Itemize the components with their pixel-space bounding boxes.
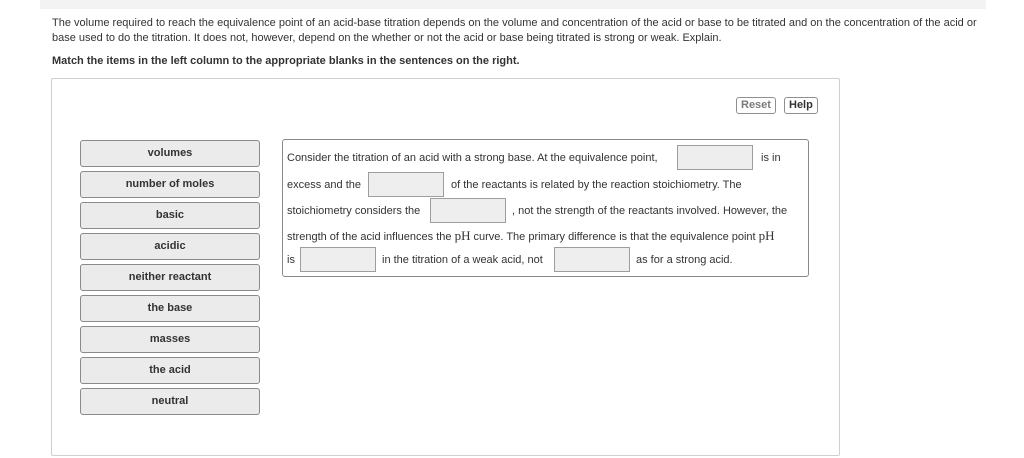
tile-neither-reactant[interactable]: neither reactant xyxy=(80,264,260,291)
sentence-text: stoichiometry considers the xyxy=(287,205,421,217)
tile-masses[interactable]: masses xyxy=(80,326,260,353)
tile-number-of-moles[interactable]: number of moles xyxy=(80,171,260,198)
ph-symbol: pH xyxy=(758,228,775,243)
sentence-text: of the reactants is related by the reaction stoichiometry. The xyxy=(451,179,742,191)
drop-blank-1[interactable] xyxy=(677,145,753,170)
tile-the-base[interactable]: the base xyxy=(80,295,260,322)
ph-symbol: pH xyxy=(454,228,471,243)
tile-neutral[interactable]: neutral xyxy=(80,388,260,415)
sentence-text: excess and the xyxy=(287,179,361,191)
sentence-text: as for a strong acid. xyxy=(636,254,733,266)
top-bar xyxy=(40,0,986,9)
drop-blank-4[interactable] xyxy=(300,247,376,272)
tile-acidic[interactable]: acidic xyxy=(80,233,260,260)
tile-basic[interactable]: basic xyxy=(80,202,260,229)
drop-blank-2[interactable] xyxy=(368,172,444,197)
tile-the-acid[interactable]: the acid xyxy=(80,357,260,384)
matching-panel xyxy=(51,78,840,456)
question-text: The volume required to reach the equivalence point of an acid-base titration depends on the volume and concentration of the acid or base to be titrated and on the concentration of the acid or base used to do the titration. It does not, however, depend on the whether or not the acid or base being titrated is strong or weak. Explain. xyxy=(52,17,977,44)
tile-volumes[interactable]: volumes xyxy=(80,140,260,167)
sentence-text: in the titration of a weak acid, not xyxy=(382,254,543,266)
sentence-text: , not the strength of the reactants involved. However, the xyxy=(512,205,788,217)
sentence-line-4 xyxy=(287,229,775,244)
sentence-text: strength of the acid influences the xyxy=(287,231,452,243)
sentence-text: curve. The primary difference is that the equivalence point xyxy=(473,231,756,243)
reset-button[interactable]: Reset xyxy=(736,97,776,114)
sentence-text: Consider the titration of an acid with a strong base. At the equivalence point, xyxy=(287,152,658,164)
help-button[interactable]: Help xyxy=(784,97,818,114)
instruction-text: Match the items in the left column to the appropriate blanks in the sentences on the right. xyxy=(52,55,520,67)
sentence-box xyxy=(282,139,809,277)
sentence-text: is in xyxy=(761,152,781,164)
sentence-text: is xyxy=(287,254,295,266)
drop-blank-3[interactable] xyxy=(430,198,506,223)
drop-blank-5[interactable] xyxy=(554,247,630,272)
